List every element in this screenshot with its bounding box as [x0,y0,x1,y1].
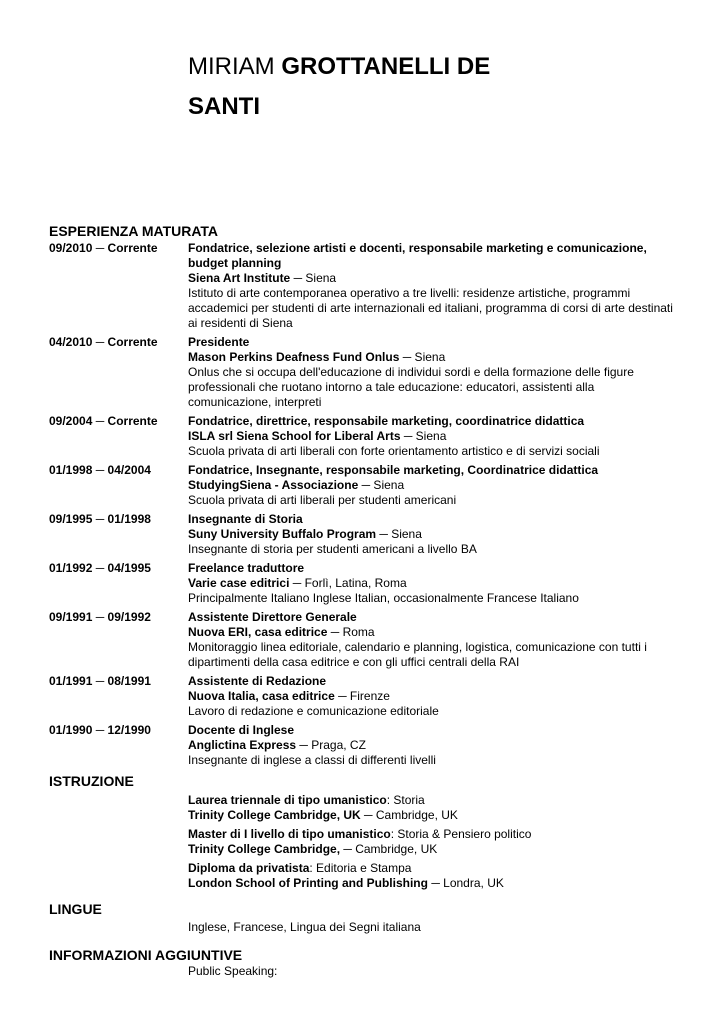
entry-description: Lavoro di redazione e comunicazione editoriale [188,704,439,718]
entry-description: Onlus che si occupa dell'educazione di individui sordi e della formazione delle figure professionali che ruotano intorno a tale educazione: educatori, assistenti alla comunicazione, interpreti [188,365,634,409]
experience-heading: ESPERIENZA MATURATA [49,223,219,239]
entry-org: Nuova Italia, casa editrice [188,689,335,703]
entry-org-line [188,350,678,365]
entry-org: Suny University Buffalo Program [188,527,377,541]
entry-role: Assistente Direttore Generale [188,610,357,624]
entry-org: ISLA srl Siena School for Liberal Arts [188,429,401,443]
entry-body [188,241,678,331]
entry-date: 09/1991 ─ 09/1992 [49,610,151,624]
entry-description: Scuola privata di arti liberali per studenti americani [188,493,457,507]
education-entry [188,793,678,823]
entry-body [188,335,678,410]
entry-date: 01/1998 ─ 04/2004 [49,463,151,477]
education-school: London School of Printing and Publishing [188,876,428,890]
entry-org-line [188,429,678,444]
entry-date: 01/1992 ─ 04/1995 [49,561,151,575]
entry-location: ─ Siena [358,478,405,492]
entry-org-line [188,271,678,286]
entry-body [188,561,678,606]
entry-location: ─ Roma [327,625,375,639]
entry-body [188,512,678,557]
education-entry [188,861,678,891]
entry-description: Monitoraggio linea editoriale, calendario e planning, logistica, comunicazione con tutti i dipartimenti della casa editrice e con gli uffici centrali della RAI [188,640,647,669]
entry-location: ─ Forlì, Latina, Roma [289,576,407,590]
education-school-line [188,808,678,823]
education-degree: Diploma da privatista [188,861,310,875]
education-field: : Storia & Pensiero politico [390,827,532,841]
entry-date: 04/2010 ─ Corrente [49,335,158,349]
entry-role: Fondatrice, selezione artisti e docenti, responsabile marketing e comunicazione, budget planning [188,241,647,270]
entry-org: Siena Art Institute [188,271,291,285]
education-field: : Storia [386,793,425,807]
entry-org: Anglictina Express [188,738,297,752]
entry-role: Presidente [188,335,250,349]
experience-entry [49,610,689,670]
education-heading: ISTRUZIONE [49,773,134,789]
experience-entry [49,414,689,459]
education-school: Trinity College Cambridge, [188,842,341,856]
experience-entry [49,241,689,331]
experience-entry [49,335,689,410]
entry-date: 01/1991 ─ 08/1991 [49,674,151,688]
education-degree-line [188,827,678,842]
entry-org-line [188,527,678,542]
entry-role: Freelance traduttore [188,561,305,575]
education-location: ─ Londra, UK [427,876,504,890]
experience-entry [49,674,689,719]
education-location: ─ Cambridge, UK [340,842,438,856]
languages-heading: LINGUE [49,901,102,917]
entry-description: Principalmente Italiano Inglese Italian, occasionalmente Francese Italiano [188,591,579,605]
experience-entry [49,561,689,606]
experience-entry [49,512,689,557]
entry-body [188,674,678,719]
entry-org: Nuova ERI, casa editrice [188,625,328,639]
entry-role: Fondatrice, direttrice, responsabile marketing, coordinatrice didattica [188,414,585,428]
entry-org-line [188,625,678,640]
resume-name [188,48,668,126]
entry-role: Assistente di Redazione [188,674,327,688]
entry-body [188,723,678,768]
additional-info-text: Public Speaking: [188,964,278,978]
additional-info-heading: INFORMAZIONI AGGIUNTIVE [49,947,243,963]
experience-entry [49,463,689,508]
education-school-line [188,876,678,891]
education-school: Trinity College Cambridge, UK [188,808,361,822]
first-name: MIRIAM [188,53,275,80]
entry-description: Istituto di arte contemporanea operativo a tre livelli: residenze artistiche, programmi accademici per studenti di arte internazionali ed italiani, programma di corsi di arte destinati ai residenti di Siena [188,286,673,330]
entry-location: ─ Siena [290,271,337,285]
entry-date: 09/2010 ─ Corrente [49,241,158,255]
education-school-line [188,842,678,857]
languages-text: Inglese, Francese, Lingua dei Segni italiana [188,920,421,934]
entry-body [188,610,678,670]
entry-description: Scuola privata di arti liberali con forte orientamento artistico e di servizi sociali [188,444,600,458]
education-location: ─ Cambridge, UK [360,808,458,822]
entry-description: Insegnante di storia per studenti americani a livello BA [188,542,477,556]
entry-role: Docente di Inglese [188,723,295,737]
entry-org: Mason Perkins Deafness Fund Onlus [188,350,400,364]
entry-body [188,414,678,459]
education-degree-line [188,793,678,808]
education-field: : Editoria e Stampa [309,861,412,875]
education-degree: Laurea triennale di tipo umanistico [188,793,387,807]
entry-org-line [188,478,678,493]
entry-org-line [188,576,678,591]
experience-list [49,241,689,772]
entry-role: Fondatrice, Insegnante, responsabile marketing, Coordinatrice didattica [188,463,599,477]
entry-location: ─ Praga, CZ [296,738,366,752]
education-entry [188,827,678,857]
entry-date: 09/2004 ─ Corrente [49,414,158,428]
education-degree: Master di I livello di tipo umanistico [188,827,391,841]
entry-org-line [188,738,678,753]
entry-description: Insegnante di inglese a classi di differenti livelli [188,753,436,767]
entry-date: 01/1990 ─ 12/1990 [49,723,151,737]
entry-location: ─ Siena [400,429,447,443]
entry-location: ─ Firenze [334,689,390,703]
entry-org: StudyingSiena - Associazione [188,478,359,492]
education-list [188,793,678,895]
entry-org: Varie case editrici [188,576,290,590]
entry-body [188,463,678,508]
education-degree-line [188,861,678,876]
last-name: GROTTANELLI DE [281,53,491,80]
entry-role: Insegnante di Storia [188,512,303,526]
entry-location: ─ Siena [376,527,422,541]
last-name-continued: SANTI [188,93,260,120]
experience-entry [49,723,689,768]
entry-location: ─ Siena [399,350,446,364]
entry-date: 09/1995 ─ 01/1998 [49,512,151,526]
entry-org-line [188,689,678,704]
